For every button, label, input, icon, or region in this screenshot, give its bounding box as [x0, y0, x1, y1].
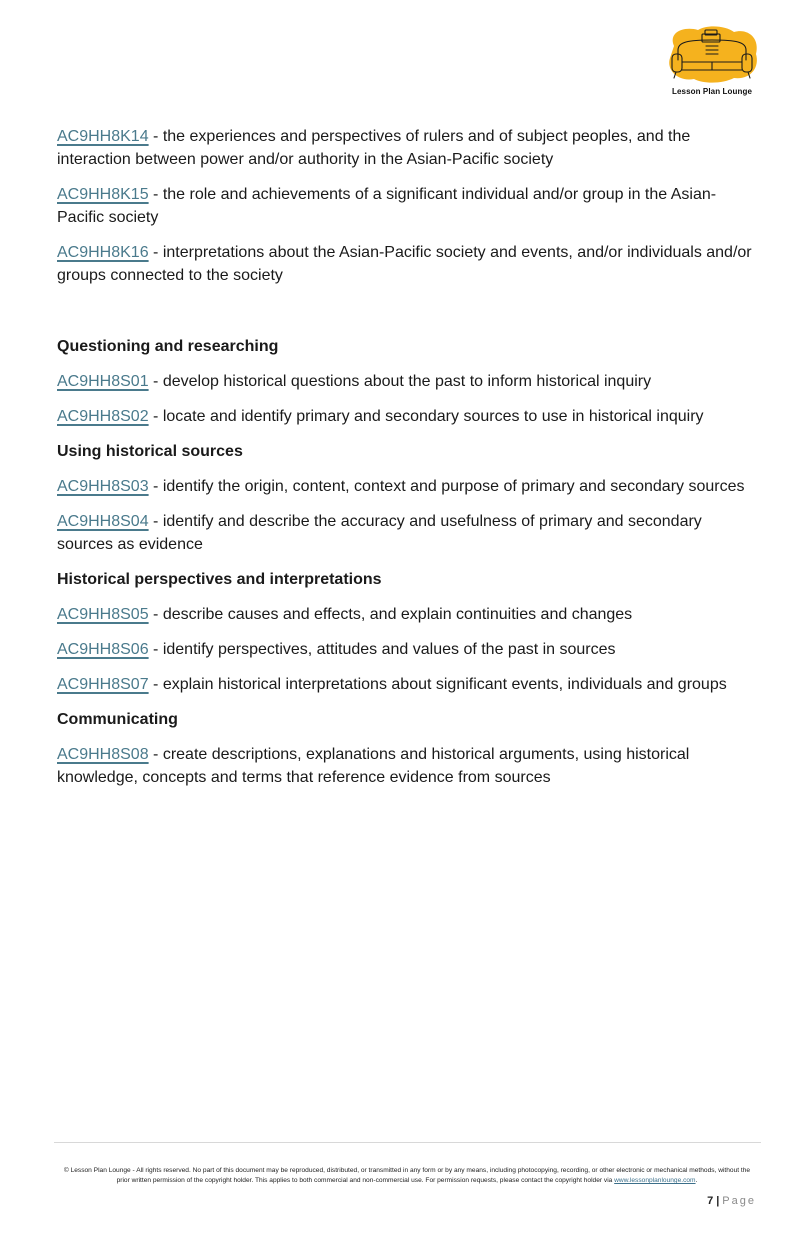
list-item: [57, 370, 757, 393]
item-description: - interpretations about the Asian-Pacific society and events, and/or individuals and/or groups connected to the society: [57, 244, 752, 284]
curriculum-code-link[interactable]: AC9HH8S05: [57, 606, 149, 623]
item-description: - describe causes and effects, and explain continuities and changes: [148, 606, 633, 623]
section-spacer: [57, 299, 757, 335]
item-description: - the experiences and perspectives of rulers and of subject peoples, and the interaction between power and/or authority in the Asian-Pacific society: [57, 128, 691, 168]
brand-name: Lesson Plan Lounge: [671, 87, 753, 96]
list-item: [57, 475, 757, 498]
item-description: - the role and achievements of a significant individual and/or group in the Asian-Pacific society: [57, 186, 717, 226]
curriculum-code-link[interactable]: AC9HH8S02: [57, 408, 149, 425]
item-description: - identify perspectives, attitudes and values of the past in sources: [148, 641, 616, 658]
copyright-text: © Lesson Plan Lounge - All rights reserved. No part of this document may be reproduced, distributed, or transmitted in any form or by any means, including photocopying, recording, or other electronic or mechanical methods, without the prior written permission of the copyright holder. This applies to both commercial and non-commercial use. For permission requests, please contact the copyright holder via: [63, 1167, 751, 1184]
list-item: [57, 405, 757, 428]
curriculum-code-link[interactable]: AC9HH8S01: [57, 373, 149, 390]
copyright-suffix: .: [695, 1177, 698, 1184]
list-item: [57, 183, 757, 229]
curriculum-code-link[interactable]: AC9HH8S06: [57, 641, 149, 658]
item-description: - locate and identify primary and secondary sources to use in historical inquiry: [148, 408, 704, 425]
list-item: [57, 510, 757, 556]
list-item: [57, 638, 757, 661]
list-item: [57, 125, 757, 171]
item-description: - explain historical interpretations about significant events, individuals and groups: [148, 676, 727, 693]
footer-divider: [54, 1142, 761, 1143]
page-number: [707, 1195, 756, 1207]
section-heading: Historical perspectives and interpretations: [57, 571, 382, 588]
page-number-value: 7: [707, 1195, 714, 1207]
page-label: Page: [722, 1195, 756, 1207]
page-separator: |: [716, 1195, 720, 1207]
item-description: - create descriptions, explanations and historical arguments, using historical knowledge, concepts and terms that reference evidence from sources: [57, 746, 690, 786]
sofa-logo-icon: [664, 24, 760, 86]
curriculum-code-link[interactable]: AC9HH8K15: [57, 186, 149, 203]
list-item: [57, 673, 757, 696]
curriculum-code-link[interactable]: AC9HH8S08: [57, 746, 149, 763]
curriculum-code-link[interactable]: AC9HH8S04: [57, 513, 149, 530]
brand-logo: [664, 24, 760, 100]
website-link[interactable]: www.lessonplanlounge.com: [614, 1177, 696, 1184]
curriculum-code-link[interactable]: AC9HH8S03: [57, 478, 149, 495]
curriculum-content: [57, 125, 757, 801]
section-heading: Using historical sources: [57, 443, 243, 460]
curriculum-code-link[interactable]: AC9HH8K14: [57, 128, 149, 145]
item-description: - identify and describe the accuracy and usefulness of primary and secondary sources as evidence: [57, 513, 702, 553]
item-description: - develop historical questions about the past to inform historical inquiry: [148, 373, 652, 390]
curriculum-code-link[interactable]: AC9HH8K16: [57, 244, 149, 261]
list-item: [57, 241, 757, 287]
curriculum-code-link[interactable]: AC9HH8S07: [57, 676, 149, 693]
section-heading: Questioning and researching: [57, 338, 279, 355]
list-item: [57, 743, 757, 789]
item-description: - identify the origin, content, context and purpose of primary and secondary sources: [148, 478, 745, 495]
list-item: [57, 603, 757, 626]
copyright-notice: [60, 1166, 754, 1186]
section-heading: Communicating: [57, 711, 178, 728]
